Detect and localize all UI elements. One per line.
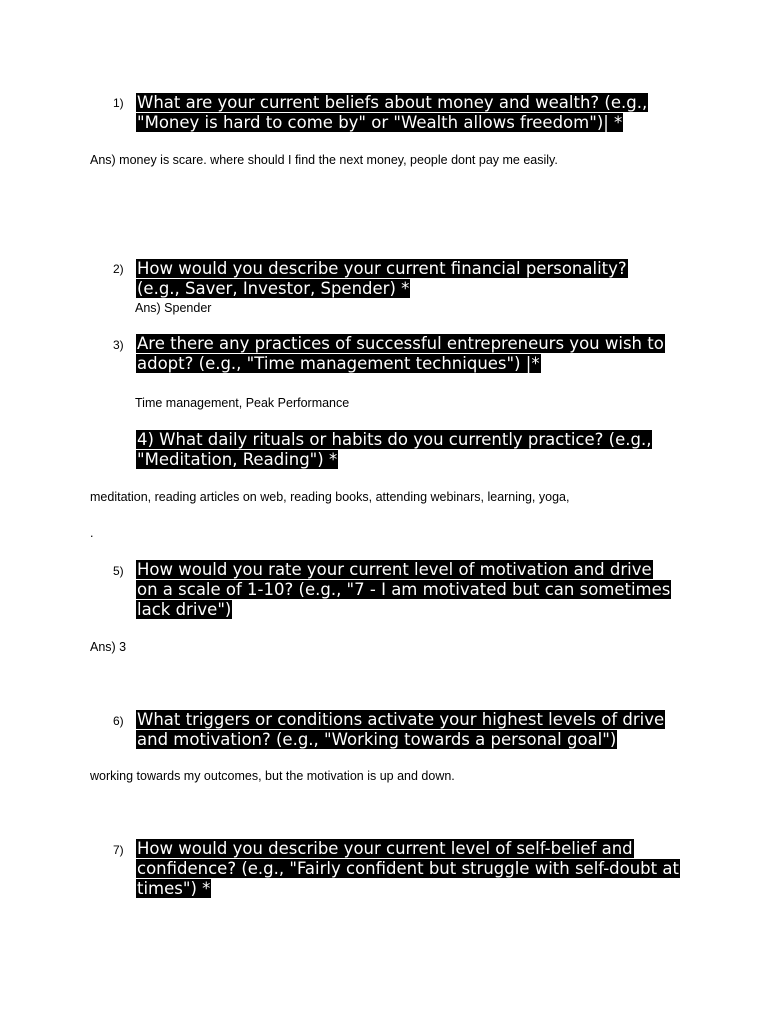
question-4	[136, 430, 676, 470]
answer-4-continued: .	[90, 526, 94, 540]
question-number: 5)	[113, 564, 124, 578]
question-text: 4) What daily rituals or habits do you currently practice? (e.g., "Meditation, Reading") *	[137, 430, 652, 469]
question-2	[136, 259, 656, 299]
question-number: 3)	[113, 338, 124, 352]
question-number: 7)	[113, 843, 124, 857]
answer-2: Ans) Spender	[135, 301, 212, 315]
question-text: What triggers or conditions activate your highest levels of drive and motivation? (e.g., "Working towards a personal goal")	[137, 710, 665, 749]
question-text: Are there any practices of successful entrepreneurs you wish to adopt? (e.g., "Time management techniques") |*	[137, 334, 664, 373]
answer-5: Ans) 3	[90, 640, 127, 654]
question-6	[136, 710, 686, 750]
answer-3: Time management, Peak Performance	[135, 396, 350, 410]
question-5	[136, 560, 676, 620]
question-text: How would you describe your current level of self-belief and confidence? (e.g., "Fairly confident but struggle with self-doubt at times") *	[137, 839, 679, 898]
answer-4: meditation, reading articles on web, reading books, attending webinars, learning, yoga,	[90, 490, 570, 504]
answer-6: working towards my outcomes, but the motivation is up and down.	[90, 769, 455, 783]
question-number: 6)	[113, 714, 124, 728]
question-text: How would you describe your current financial personality? (e.g., Saver, Investor, Spender) *	[137, 259, 627, 298]
answer-1: Ans) money is scare. where should I find the next money, people dont pay me easily.	[90, 153, 558, 167]
question-number: 2)	[113, 262, 124, 276]
question-number: 1)	[113, 96, 124, 110]
question-text: How would you rate your current level of motivation and drive on a scale of 1-10? (e.g., "7 - I am motivated but can sometimes lack drive")	[137, 560, 671, 619]
question-3	[136, 334, 666, 374]
question-7	[136, 839, 681, 899]
question-text: What are your current beliefs about money and wealth? (e.g., "Money is hard to come by" or "Wealth allows freedom")| *	[137, 93, 648, 132]
question-1	[136, 93, 676, 133]
